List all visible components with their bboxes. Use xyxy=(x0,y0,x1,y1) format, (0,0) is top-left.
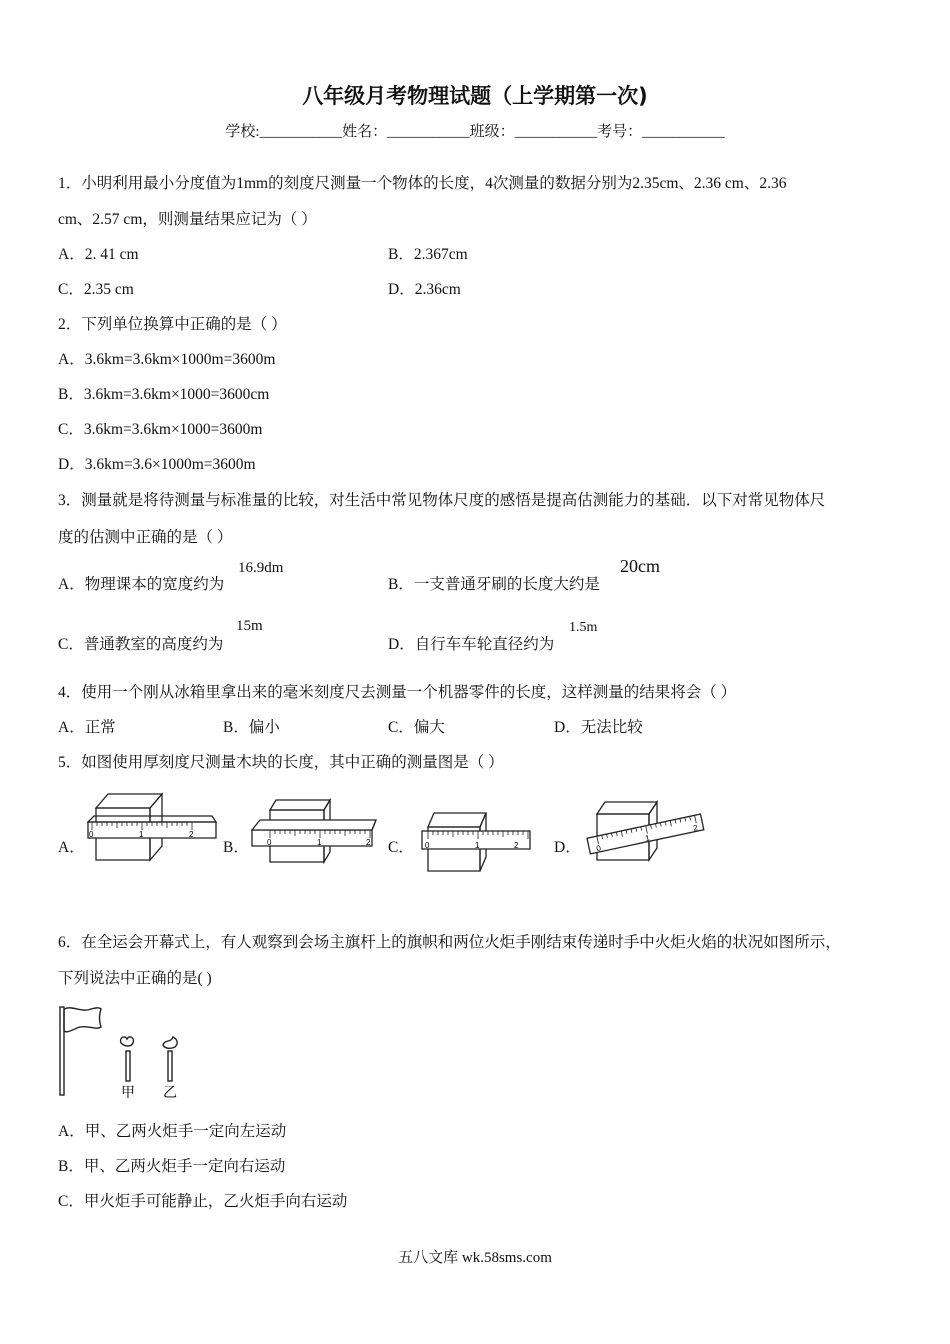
ruler-tick-0: 0 xyxy=(89,830,94,839)
q4-stem: 4．使用一个刚从冰箱里拿出来的毫米刻度尺去测量一个机器零件的长度，这样测量的结果将会（ ） xyxy=(58,684,737,701)
q5-label-c: C． xyxy=(388,839,414,856)
ruler-tick-0: 0 xyxy=(595,843,602,854)
q5-figure-b xyxy=(252,796,382,868)
student-info-line: 学校:___________姓名：___________班级：___________考号：___________ xyxy=(225,124,725,140)
q1-option-b: B．2.367cm xyxy=(388,246,468,263)
q4-option-b: B．偏小 xyxy=(223,719,280,736)
flag-icon xyxy=(64,1008,101,1032)
q5-label-a: A． xyxy=(58,839,85,856)
q5-stem: 5．如图使用厚刻度尺测量木块的长度，其中正确的测量图是（ ） xyxy=(58,754,504,771)
q1-stem-line2: cm、2.57 cm，则测量结果应记为（ ） xyxy=(58,211,317,228)
q5-figure-c xyxy=(418,805,538,875)
q1-option-d: D．2.36cm xyxy=(388,281,461,298)
q3-option-b: B．一支普通牙刷的长度大约是 xyxy=(388,576,600,593)
q6-option-a: A．甲、乙两火炬手一定向左运动 xyxy=(58,1123,287,1140)
ruler-tick-1: 1 xyxy=(317,838,322,847)
q1-option-c: C．2.35 cm xyxy=(58,281,134,298)
page-title: 八年级月考物理试题（上学期第一次) xyxy=(302,84,648,108)
q2-option-a: A．3.6km=3.6km×1000m=3600m xyxy=(58,351,276,368)
q2-option-d: D．3.6km=3.6×1000m=3600m xyxy=(58,456,256,473)
q6-stem-line2: 下列说法中正确的是( ) xyxy=(58,970,212,987)
ruler-tick-1: 1 xyxy=(475,841,480,850)
label-yi: 乙 xyxy=(163,1084,177,1100)
ruler-tick-1: 1 xyxy=(139,830,144,839)
page-footer: 五八文库 wk.58sms.com xyxy=(398,1250,552,1266)
q3-option-d-value: 1.5m xyxy=(569,620,598,635)
q2-option-c: C．3.6km=3.6km×1000=3600m xyxy=(58,421,263,438)
ruler-tick-0: 0 xyxy=(425,841,430,850)
q6-option-c: C．甲火炬手可能静止，乙火炬手向右运动 xyxy=(58,1193,348,1210)
q4-option-a: A．正常 xyxy=(58,719,116,736)
q5-figure-d xyxy=(585,796,710,866)
ruler-tick-2: 2 xyxy=(692,823,699,833)
q5-label-d: D． xyxy=(554,839,581,856)
q2-stem: 2．下列单位换算中正确的是（ ） xyxy=(58,316,287,333)
q3-option-a-value: 16.9dm xyxy=(238,560,284,576)
q2-option-b: B．3.6km=3.6km×1000=3600cm xyxy=(58,386,270,403)
q6-flag-torch-figure xyxy=(55,1003,190,1103)
ruler-tick-0: 0 xyxy=(267,838,272,847)
q6-stem-line1: 6．在全运会开幕式上，有人观察到会场主旗杆上的旗帜和两位火炬手刚结束传递时手中火炬火焰的状况如图所示， xyxy=(58,934,841,951)
q3-option-a: A．物理课本的宽度约为 xyxy=(58,576,225,593)
q4-option-d: D．无法比较 xyxy=(554,719,643,736)
ruler-tick-1: 1 xyxy=(644,833,651,843)
label-jia: 甲 xyxy=(121,1084,135,1100)
q3-stem-line1: 3．测量就是将待测量与标准量的比较，对生活中常见物体尺度的感悟是提高估测能力的基础．以下对常见物体尺 xyxy=(58,492,826,509)
torch-yi-icon xyxy=(163,1037,177,1081)
q1-stem-line1: 1．小明利用最小分度值为1mm的刻度尺测量一个物体的长度，4次测量的数据分别为2.35cm、2.36 cm、2.36 xyxy=(58,175,787,192)
q5-label-b: B． xyxy=(223,839,249,856)
q5-figure-a xyxy=(88,788,218,868)
q3-stem-line2: 度的估测中正确的是（ ） xyxy=(58,529,233,546)
ruler-tick-2: 2 xyxy=(366,838,371,847)
q1-option-a: A．2. 41 cm xyxy=(58,246,139,263)
q3-option-c-value: 15m xyxy=(236,618,263,634)
q4-option-c: C．偏大 xyxy=(388,719,445,736)
q6-option-b: B．甲、乙两火炬手一定向右运动 xyxy=(58,1158,286,1175)
q3-option-b-value: 20cm xyxy=(620,556,660,576)
q3-option-c: C．普通教室的高度约为 xyxy=(58,636,224,653)
ruler-tick-2: 2 xyxy=(514,841,519,850)
torch-jia-icon xyxy=(121,1037,134,1081)
q3-option-d: D．自行车车轮直径约为 xyxy=(388,636,555,653)
ruler-tick-2: 2 xyxy=(189,830,194,839)
